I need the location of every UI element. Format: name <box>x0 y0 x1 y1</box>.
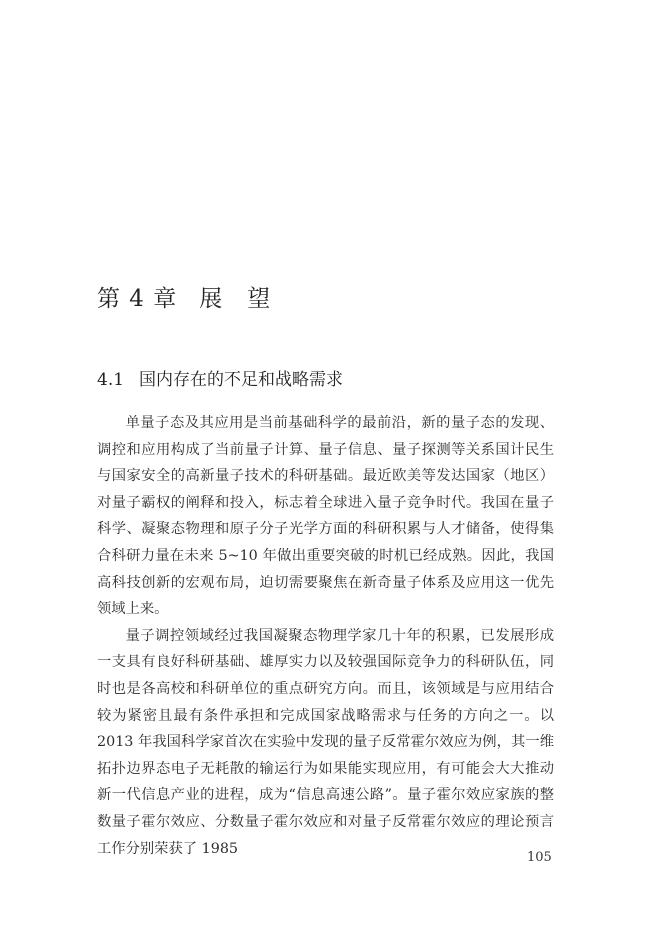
chapter-title <box>97 280 271 313</box>
section-number: 4.1 <box>97 370 125 390</box>
paragraph: 单量子态及其应用是当前基础科学的最前沿，新的量子态的发现、调控和应用构成了当前量子计算、量子信息、量子探测等关系国计民生与国家安全的高新量子技术的科研基础。最近欧美等发达国家（地区）对量子霸权的阐释和投入，标志着全球进入量子竞争时代。我国在量子科学、凝聚态物理和原子分子光学方面的科研积累与人才储备，使得集合科研力量在未来 5~10 年做出重要突破的时机已经成熟。因此，我国高科技创新的宏观布局，迫切需要聚焦在新奇量子体系及应用这一优先领域上来。 <box>97 415 554 618</box>
chapter-name: 展 望 <box>199 286 272 312</box>
chapter-number: 第 4 章 <box>97 286 178 312</box>
body-text <box>97 410 554 862</box>
page-number: 105 <box>527 850 552 865</box>
section-title: 国内存在的不足和战略需求 <box>139 370 343 390</box>
section-heading <box>97 365 343 390</box>
paragraph: 量子调控领域经过我国凝聚态物理学家几十年的积累，已发展形成一支具有良好科研基础、雄厚实力以及较强国际竞争力的科研队伍，同时也是各高校和科研单位的重点研究方向。而且，该领域是与应用结合较为紧密且最有条件承担和完成国家战略需求与任务的方向之一。以 2013 年我国科学家首次在实验中发现的量子反常霍尔效应为例，其一维拓扑边界态电子无耗散的输运行为如果能实现应用，有可能会大大推动新一代信息产业的进程，成为“信息高速公路”。量子霍尔效应家族的整数量子霍尔效应、分数量子霍尔效应和对量子反常霍尔效应的理论预言工作分别荣获了 1985 <box>97 627 554 857</box>
